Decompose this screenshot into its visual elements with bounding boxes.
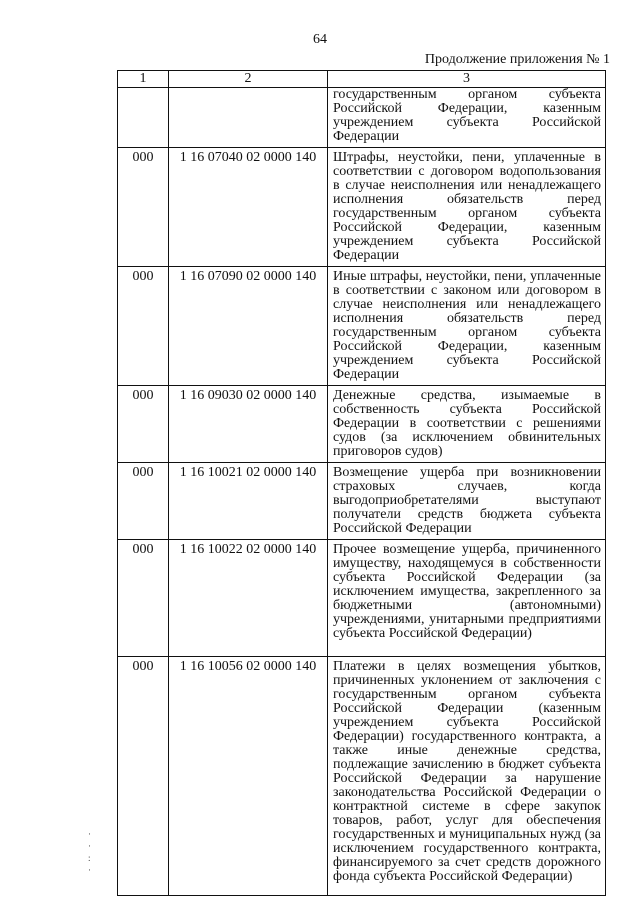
admin-code-cell: 000 bbox=[118, 540, 169, 657]
table-row bbox=[118, 267, 606, 386]
budget-code-cell: 1 16 10056 02 0000 140 bbox=[169, 657, 328, 896]
admin-code-cell: 000 bbox=[118, 463, 169, 540]
table-row bbox=[118, 463, 606, 540]
table-row bbox=[118, 657, 606, 896]
description-cell: государственным органом субъекта Российской Федерации, казенным учреждением субъекта Российской Федерации bbox=[328, 88, 606, 148]
budget-code-cell: 1 16 10021 02 0000 140 bbox=[169, 463, 328, 540]
column-header-1: 1 bbox=[118, 71, 169, 88]
budget-code-cell: 1 16 07040 02 0000 140 bbox=[169, 148, 328, 267]
budget-code-cell bbox=[169, 88, 328, 148]
table-row bbox=[118, 148, 606, 267]
description-cell: Прочее возмещение ущерба, причиненного имуществу, находящемуся в собственности субъекта Российской Федерации (за исключением имущества, закрепленного за бюджетными (автономными) учреждениями, унитарными предприятиями субъекта Российской Федерации) bbox=[328, 540, 606, 657]
table-row bbox=[118, 540, 606, 657]
table-header-row bbox=[118, 71, 606, 88]
column-header-3: 3 bbox=[328, 71, 606, 88]
budget-code-cell: 1 16 09030 02 0000 140 bbox=[169, 386, 328, 463]
admin-code-cell: 000 bbox=[118, 148, 169, 267]
admin-code-cell: 000 bbox=[118, 657, 169, 896]
admin-code-cell bbox=[118, 88, 169, 148]
budget-code-cell: 1 16 10022 02 0000 140 bbox=[169, 540, 328, 657]
scan-artifact-marks: · · : · bbox=[88, 829, 91, 875]
continuation-label: Продолжение приложения № 1 bbox=[424, 52, 610, 67]
admin-code-cell: 000 bbox=[118, 386, 169, 463]
page-number: 64 bbox=[313, 32, 327, 47]
budget-code-cell: 1 16 07090 02 0000 140 bbox=[169, 267, 328, 386]
description-cell: Платежи в целях возмещения убытков, причиненных уклонением от заключения с государственным органом субъекта Российской Федерации (казенным учреждением субъекта Российской Федерации) государственного контракта, а также иные денежные средства, подлежащие зачислению в бюджет субъекта Российской Федерации за нарушение законодательства Российской Федерации о контрактной системе в сфере закупок товаров, работ, услуг для обеспечения государственных и муниципальных нужд (за исключением государственного контракта, финансируемого за счет средств дорожного фонда субъекта Российской Федерации) bbox=[328, 657, 606, 896]
description-cell: Возмещение ущерба при возникновении страховых случаев, когда выгодоприобретателями выступают получатели средств бюджета субъекта Российской Федерации bbox=[328, 463, 606, 540]
budget-codes-table bbox=[117, 70, 606, 896]
table-row bbox=[118, 88, 606, 148]
admin-code-cell: 000 bbox=[118, 267, 169, 386]
description-cell: Денежные средства, изымаемые в собственность субъекта Российской Федерации в соответствии с решениями судов (за исключением обвинительных приговоров судов) bbox=[328, 386, 606, 463]
column-header-2: 2 bbox=[169, 71, 328, 88]
description-cell: Иные штрафы, неустойки, пени, уплаченные в соответствии с законом или договором в случае неисполнения или ненадлежащего исполнения обязательств перед государственным органом субъекта Российской Федерации, казенным учреждением субъекта Российской Федерации bbox=[328, 267, 606, 386]
description-cell: Штрафы, неустойки, пени, уплаченные в соответствии с договором водопользования в случае неисполнения или ненадлежащего исполнения обязательств перед государственным органом субъекта Российской Федерации, казенным учреждением субъекта Российской Федерации bbox=[328, 148, 606, 267]
table-row bbox=[118, 386, 606, 463]
